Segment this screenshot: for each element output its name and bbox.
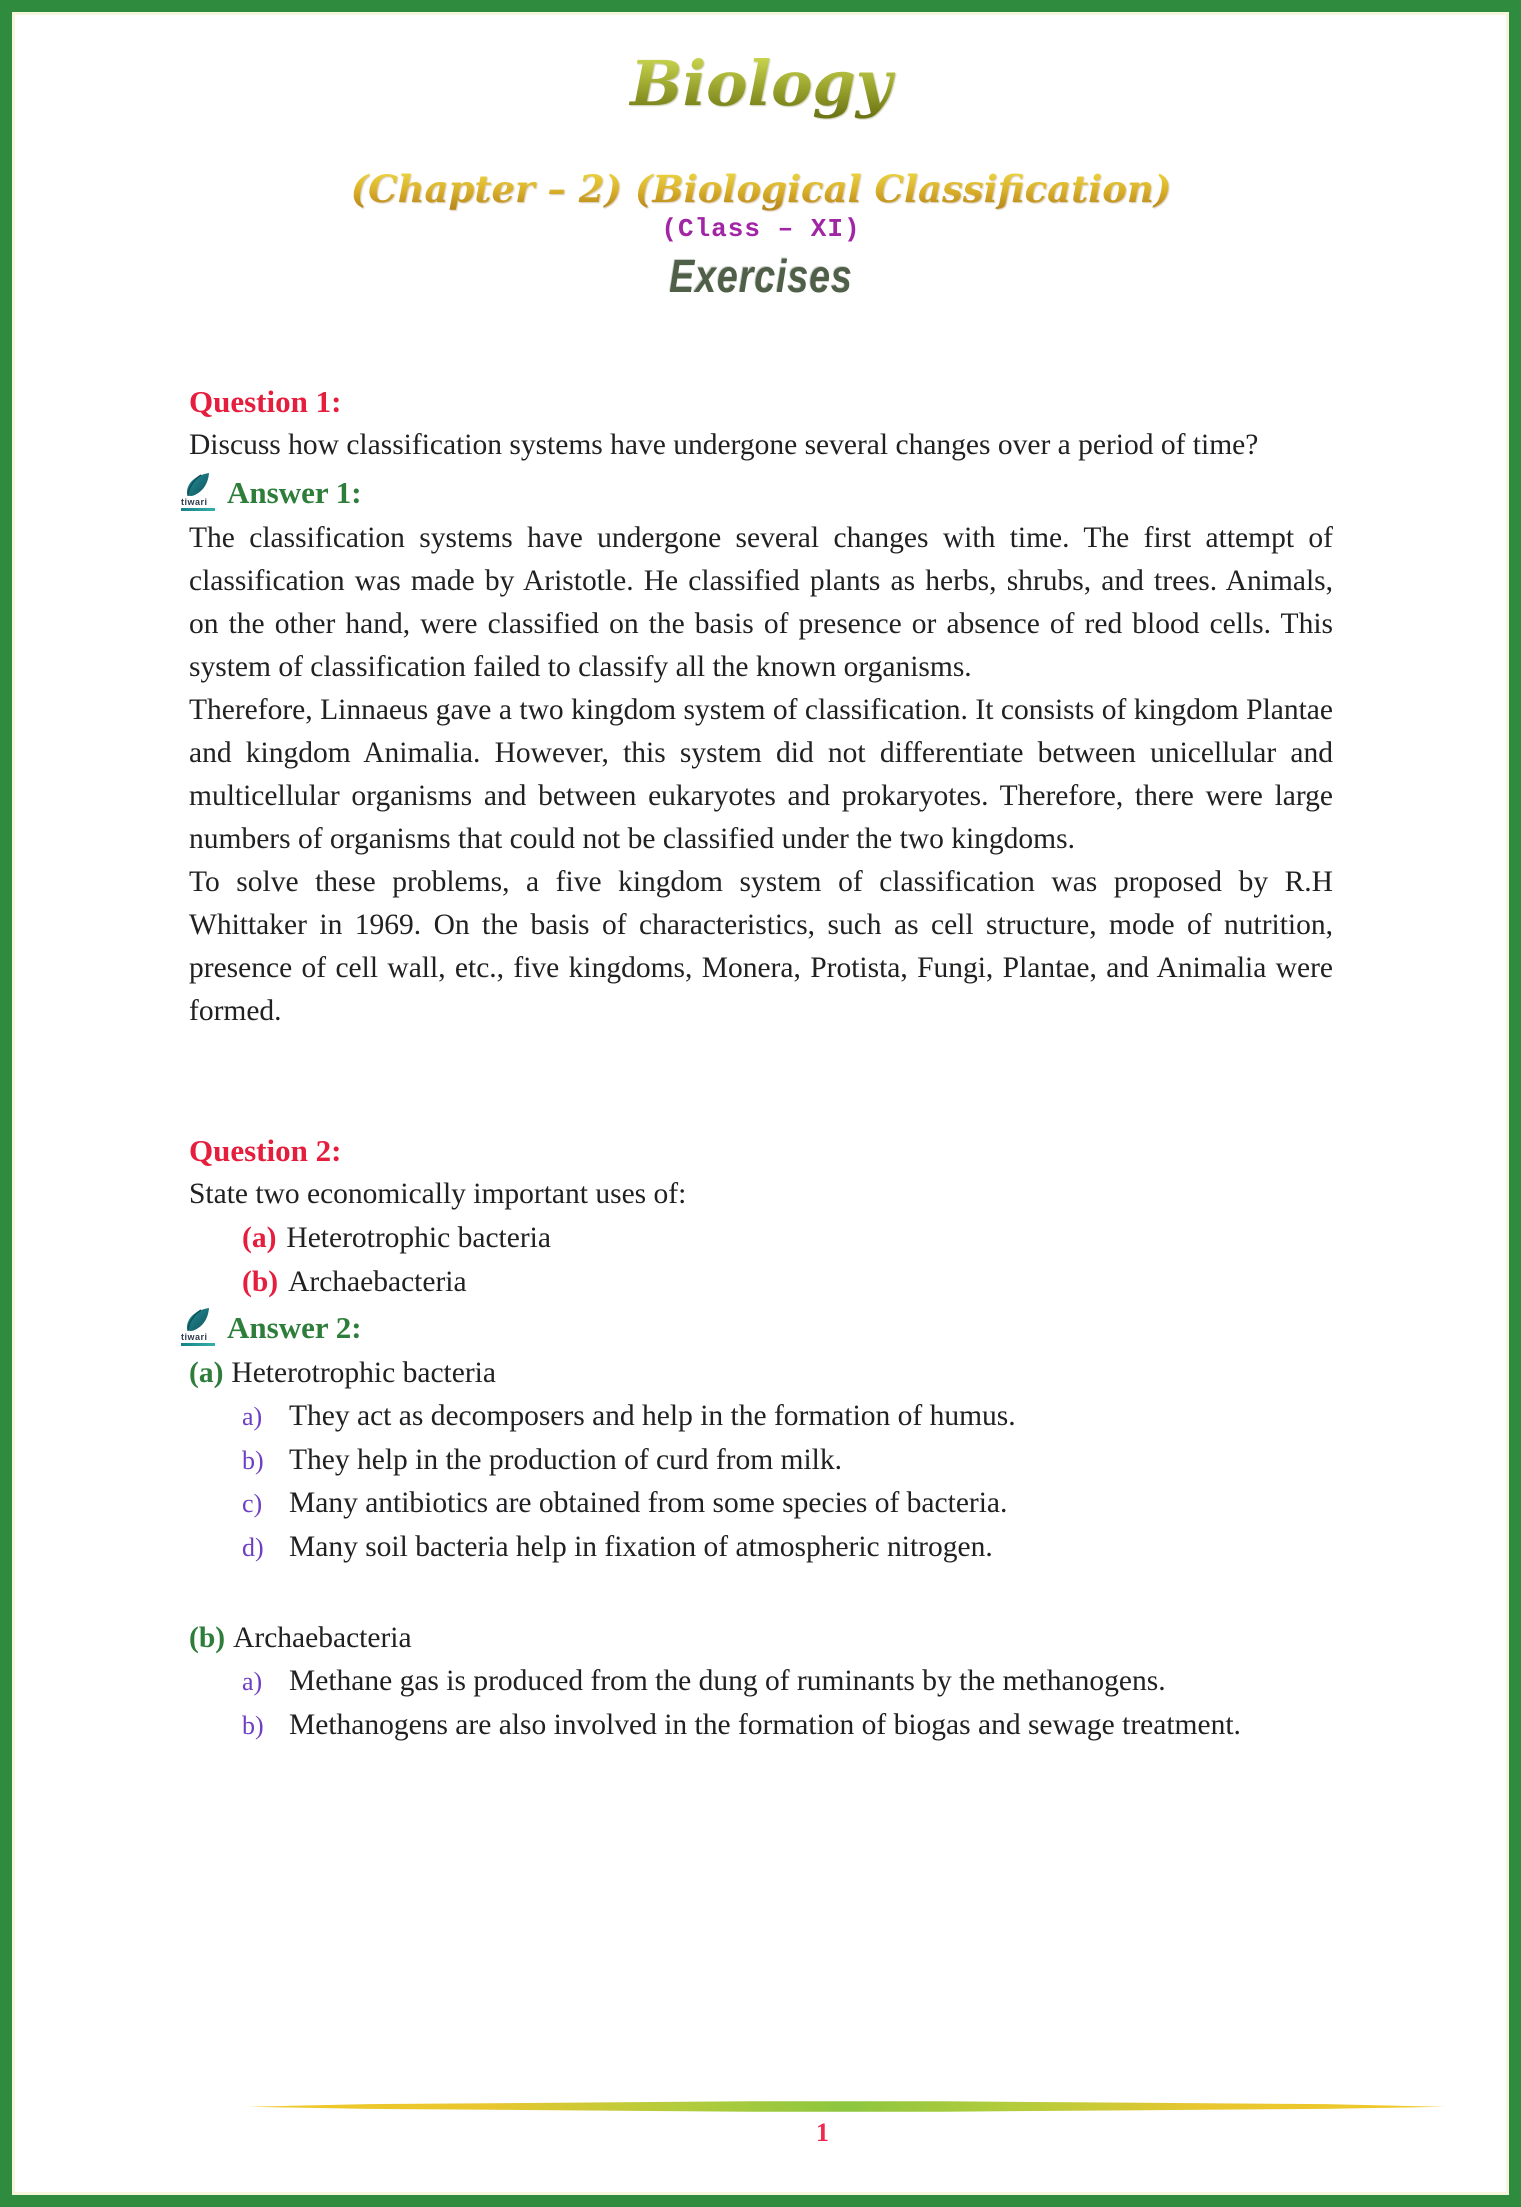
list-item-text: Methanogens are also involved in the formation of biogas and sewage treatment. bbox=[289, 1708, 1241, 1741]
section-heading-wrap bbox=[189, 250, 1333, 314]
tiwari-leaf-logo-icon bbox=[180, 1306, 220, 1350]
list-marker: a) bbox=[242, 1402, 263, 1431]
list-item bbox=[189, 1526, 1333, 1570]
list-item bbox=[189, 1660, 1333, 1704]
list-marker: a) bbox=[242, 1667, 263, 1696]
question-2-option-b bbox=[189, 1260, 1333, 1304]
answer-1-paragraph: Therefore, Linnaeus gave a two kingdom system of classification. It consists of kingdom Plantae and kingdom Animalia. However, this system did not differentiate between unicellular and multicellular organisms and between eukaryotes and prokaryotes. Therefore, there were large numbers of organisms that could not be classified under the two kingdoms. bbox=[189, 694, 1333, 855]
logo-underline bbox=[181, 1343, 215, 1346]
answer-1-paragraph: To solve these problems, a five kingdom system of classification was proposed by R.H Whittaker in 1969. On the basis of characteristics, such as cell structure, mode of nutrition, presence of cell wall, etc., five kingdoms, Monera, Protista, Fungi, Plantae, and Animalia were formed. bbox=[189, 866, 1333, 1027]
list-item-text: Many antibiotics are obtained from some species of bacteria. bbox=[289, 1487, 1008, 1519]
answer-2-part-b-title bbox=[189, 1617, 1333, 1660]
class-line: (Class – XI) bbox=[661, 214, 861, 244]
part-marker: (b) bbox=[189, 1622, 226, 1654]
page-content bbox=[12, 48, 1509, 1747]
page-title: Biology bbox=[189, 48, 1333, 120]
question-2-text: State two economically important uses of: bbox=[189, 1178, 687, 1210]
answer-1-row bbox=[181, 471, 1333, 517]
list-marker: c) bbox=[242, 1489, 263, 1518]
question-2-option-a bbox=[189, 1216, 1333, 1260]
option-marker: (a) bbox=[242, 1222, 277, 1254]
question-1-heading: Question 1: bbox=[189, 384, 342, 419]
part-marker: (a) bbox=[189, 1357, 224, 1389]
logo-underline bbox=[181, 508, 215, 511]
part-title-text: Heterotrophic bacteria bbox=[231, 1357, 496, 1389]
option-marker: (b) bbox=[242, 1266, 279, 1298]
question-1-text: Discuss how classification systems have undergone several changes over a period of time? bbox=[189, 429, 1259, 461]
list-item bbox=[189, 1439, 1333, 1483]
list-item-text: They act as decomposers and help in the formation of humus. bbox=[289, 1400, 1016, 1432]
list-marker: b) bbox=[242, 1710, 264, 1740]
list-item bbox=[189, 1704, 1333, 1748]
page-number: 1 bbox=[816, 2118, 829, 2147]
list-item-text: Many soil bacteria help in fixation of atmospheric nitrogen. bbox=[289, 1530, 993, 1563]
question-2-heading: Question 2: bbox=[189, 1133, 342, 1168]
footer-divider bbox=[248, 2100, 1445, 2113]
list-item bbox=[189, 1482, 1333, 1526]
list-item bbox=[189, 1395, 1333, 1439]
list-marker: d) bbox=[242, 1532, 264, 1562]
section-heading: Exercises bbox=[669, 250, 853, 302]
answer-2-row bbox=[181, 1306, 1333, 1352]
part-title-text: Archaebacteria bbox=[233, 1622, 412, 1654]
option-text: Archaebacteria bbox=[288, 1266, 467, 1298]
list-item-text: Methane gas is produced from the dung of ruminants by the methanogens. bbox=[289, 1665, 1166, 1697]
answer-1-paragraph: The classification systems have undergone several changes with time. The first attempt of classification was made by Aristotle. He classified plants as herbs, shrubs, and trees. Animals, on the other hand, were classified on the basis of presence or absence of red blood cells. This system of classification failed to classify all the known organisms. bbox=[189, 522, 1333, 683]
logo-text: tiwari bbox=[181, 1332, 208, 1342]
answer-2-heading: Answer 2: bbox=[227, 1310, 362, 1345]
option-text: Heterotrophic bacteria bbox=[286, 1222, 551, 1254]
answer-2-part-a-title bbox=[189, 1352, 1333, 1395]
answer-1-heading: Answer 1: bbox=[227, 475, 362, 510]
logo-text: tiwari bbox=[181, 497, 208, 507]
chapter-subtitle: (Chapter – 2) (Biological Classification) bbox=[189, 166, 1333, 212]
list-item-text: They help in the production of curd from milk. bbox=[289, 1443, 842, 1476]
tiwari-leaf-logo-icon bbox=[180, 471, 220, 515]
list-marker: b) bbox=[242, 1445, 264, 1475]
